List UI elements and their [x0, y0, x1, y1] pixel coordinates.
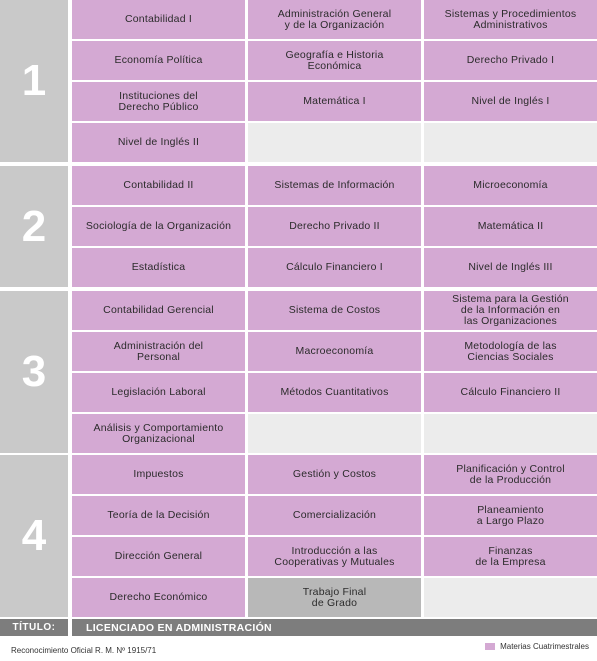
- subject-cell: Contabilidad Gerencial: [72, 291, 245, 330]
- subject-cell: Macroeconomía: [248, 332, 421, 371]
- year-number: 4: [0, 455, 68, 617]
- empty-cell: [424, 123, 597, 162]
- subject-cell: Métodos Cuantitativos: [248, 373, 421, 412]
- subject-cell: Impuestos: [72, 455, 245, 494]
- year-number: 1: [0, 0, 68, 162]
- empty-cell: [424, 414, 597, 453]
- subject-cell: Análisis y Comportamiento Organizacional: [72, 414, 245, 453]
- degree-title-bar: [0, 619, 597, 636]
- subjects-grid: [72, 0, 597, 162]
- subject-cell: Administración del Personal: [72, 332, 245, 371]
- subject-cell: Comercialización: [248, 496, 421, 535]
- subject-cell: Matemática II: [424, 207, 597, 246]
- subjects-grid: [72, 291, 597, 453]
- subject-cell: Derecho Privado I: [424, 41, 597, 80]
- year-block-1: [0, 0, 597, 162]
- empty-cell: [248, 414, 421, 453]
- subject-cell: Nivel de Inglés II: [72, 123, 245, 162]
- year-block-4: [0, 455, 597, 617]
- legend-label: Materias Cuatrimestrales: [500, 642, 589, 651]
- subjects-grid: [72, 455, 597, 617]
- empty-cell: [248, 123, 421, 162]
- subject-cell: Nivel de Inglés I: [424, 82, 597, 121]
- year-number: 2: [0, 166, 68, 287]
- subject-cell: Gestión y Costos: [248, 455, 421, 494]
- subject-cell: Sistema para la Gestión de la Información en las Organizaciones: [424, 291, 597, 330]
- subject-cell: Contabilidad II: [72, 166, 245, 205]
- subject-cell: Sistema de Costos: [248, 291, 421, 330]
- subject-cell: Dirección General: [72, 537, 245, 576]
- empty-cell: [424, 578, 597, 617]
- subject-cell: Cálculo Financiero I: [248, 248, 421, 287]
- subject-cell: Nivel de Inglés III: [424, 248, 597, 287]
- year-number: 3: [0, 291, 68, 453]
- subject-cell: Microeconomía: [424, 166, 597, 205]
- degree-title-label: TÍTULO:: [0, 619, 68, 636]
- subject-cell: Estadística: [72, 248, 245, 287]
- subject-cell: Planeamiento a Largo Plazo: [424, 496, 597, 535]
- subject-cell: Contabilidad I: [72, 0, 245, 39]
- subject-cell: Teoría de la Decisión: [72, 496, 245, 535]
- subject-cell: Legislación Laboral: [72, 373, 245, 412]
- subject-cell: Derecho Privado II: [248, 207, 421, 246]
- footer: [0, 640, 597, 661]
- subject-cell: Metodología de las Ciencias Sociales: [424, 332, 597, 371]
- subject-cell: Administración General y de la Organización: [248, 0, 421, 39]
- subject-cell: Sistemas y Procedimientos Administrativos: [424, 0, 597, 39]
- subject-cell: Economía Política: [72, 41, 245, 80]
- subjects-grid: [72, 166, 597, 287]
- subject-cell: Sociología de la Organización: [72, 207, 245, 246]
- subject-cell: Introducción a las Cooperativas y Mutuales: [248, 537, 421, 576]
- subject-cell: Geografía e Historia Económica: [248, 41, 421, 80]
- subject-cell: Matemática I: [248, 82, 421, 121]
- year-block-3: [0, 291, 597, 453]
- degree-title-value: LICENCIADO EN ADMINISTRACIÓN: [72, 619, 597, 636]
- subject-cell: Planificación y Control de la Producción: [424, 455, 597, 494]
- subject-cell: Derecho Económico: [72, 578, 245, 617]
- year-block-2: [0, 166, 597, 287]
- legend-swatch: [485, 643, 495, 650]
- subject-cell: Cálculo Financiero II: [424, 373, 597, 412]
- subject-cell: Instituciones del Derecho Público: [72, 82, 245, 121]
- official-recognition: Reconocimiento Oficial R. M. Nº 1915/71: [11, 646, 157, 655]
- legend: [485, 642, 589, 651]
- final-project-cell: Trabajo Final de Grado: [248, 578, 421, 617]
- subject-cell: Finanzas de la Empresa: [424, 537, 597, 576]
- subject-cell: Sistemas de Información: [248, 166, 421, 205]
